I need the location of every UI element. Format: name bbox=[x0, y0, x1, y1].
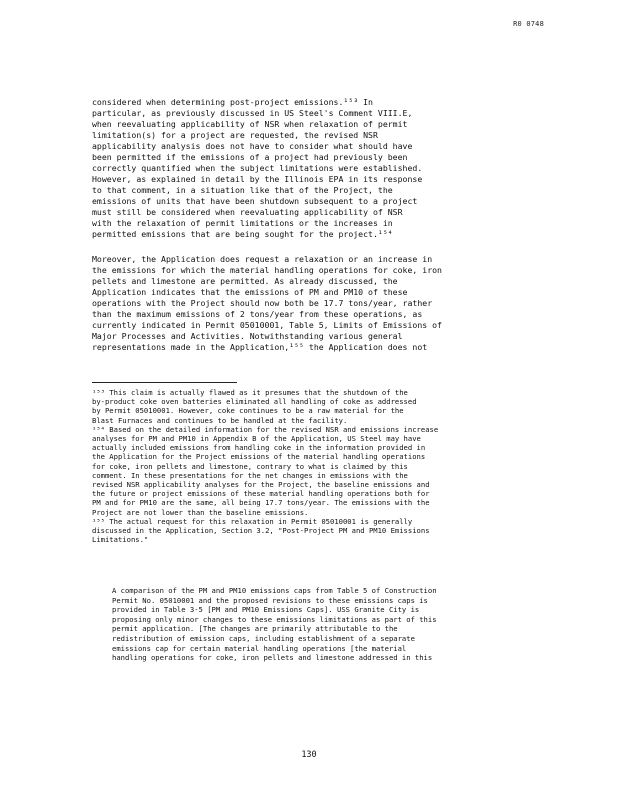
footnotes: ¹⁵³ This claim is actually flawed as it presumes that the shutdown of the by-product coke oven batteries eliminated all handling of coke as addressed by Permit 05010001. However, coke continues to be a raw material for the Blast Furnaces and continues to be handled at the facility. ¹⁵⁴ Based on the detailed information for the revised NSR and emissions increase analyses for PM and PM10 in Appendix B of the Application, US Steel may have actually included emissions from handling coke in the information provided in the Application for the Project emissions of the material handling operations for coke, iron pellets and limestone, contrary to what is claimed by this comment. In these presentations for the net changes in emissions with the revised NSR applicability analyses for the Project, the baseline emissions and the future or project emissions of these material handling operations both for PM and for PM10 are the same, all being 17.7 tons/year. The emissions with the Project are not lower than the baseline emissions. ¹⁵⁵ The actual request for this relaxation in Permit 05010001 is generally discussed in the Application, Section 3.2, "Post-Project PM and PM10 Emissions Limitations." bbox=[92, 388, 439, 545]
block-quote: A comparison of the PM and PM10 emissions caps from Table 5 of Construction Permit No. 05010001 and the proposed revisions to these emissions caps is provided in Table 3-5 [PM and PM10 Emissions Caps]. USS Granite City is proposing only minor changes to these emissions limitations as part of this permit application. [The changes are primarily attributable to the redistribution of emission caps, including establishment of a separate emissions cap for certain material handling operations [the material handling operations for coke, iron pellets and limestone addressed in this bbox=[112, 586, 437, 663]
body-paragraph-1: considered when determining post-project emissions.¹⁵³ In particular, as previously discussed in US Steel's Comment VIII.E, when reevaluating applicability of NSR when relaxation of permit limitation(s) for a project are requested, the revised NSR applicability analysis does not have to consider what should have been permitted if the emissions of a project had previously been correctly quantified when the subject limitations were established. However, as explained in detail by the Illinois EPA in its response to that comment, in a situation like that of the Project, the emissions of units that have been shutdown subsequent to a project must still be considered when reevaluating applicability of NSR with the relaxation of permit limitations or the increases in permitted emissions that are being sought for the project.¹⁵⁴ bbox=[92, 97, 423, 239]
document-id: R0 0748 bbox=[513, 20, 544, 28]
footnote-separator bbox=[92, 382, 237, 383]
page-number: 130 bbox=[301, 750, 317, 760]
body-paragraph-2: Moreover, the Application does request a relaxation or an increase in the emissions for which the material handling operations for coke, iron pellets and limestone are permitted. As already discussed, the Application indicates that the emissions of PM and PM10 of these operations with the Project should now both be 17.7 tons/year, rather than the maximum emissions of 2 tons/year from these operations, as currently indicated in Permit 05010001, Table 5, Limits of Emissions of Major Processes and Activities. Notwithstanding various general representations made in the Application,¹⁵⁵ the Application does not bbox=[92, 254, 442, 352]
